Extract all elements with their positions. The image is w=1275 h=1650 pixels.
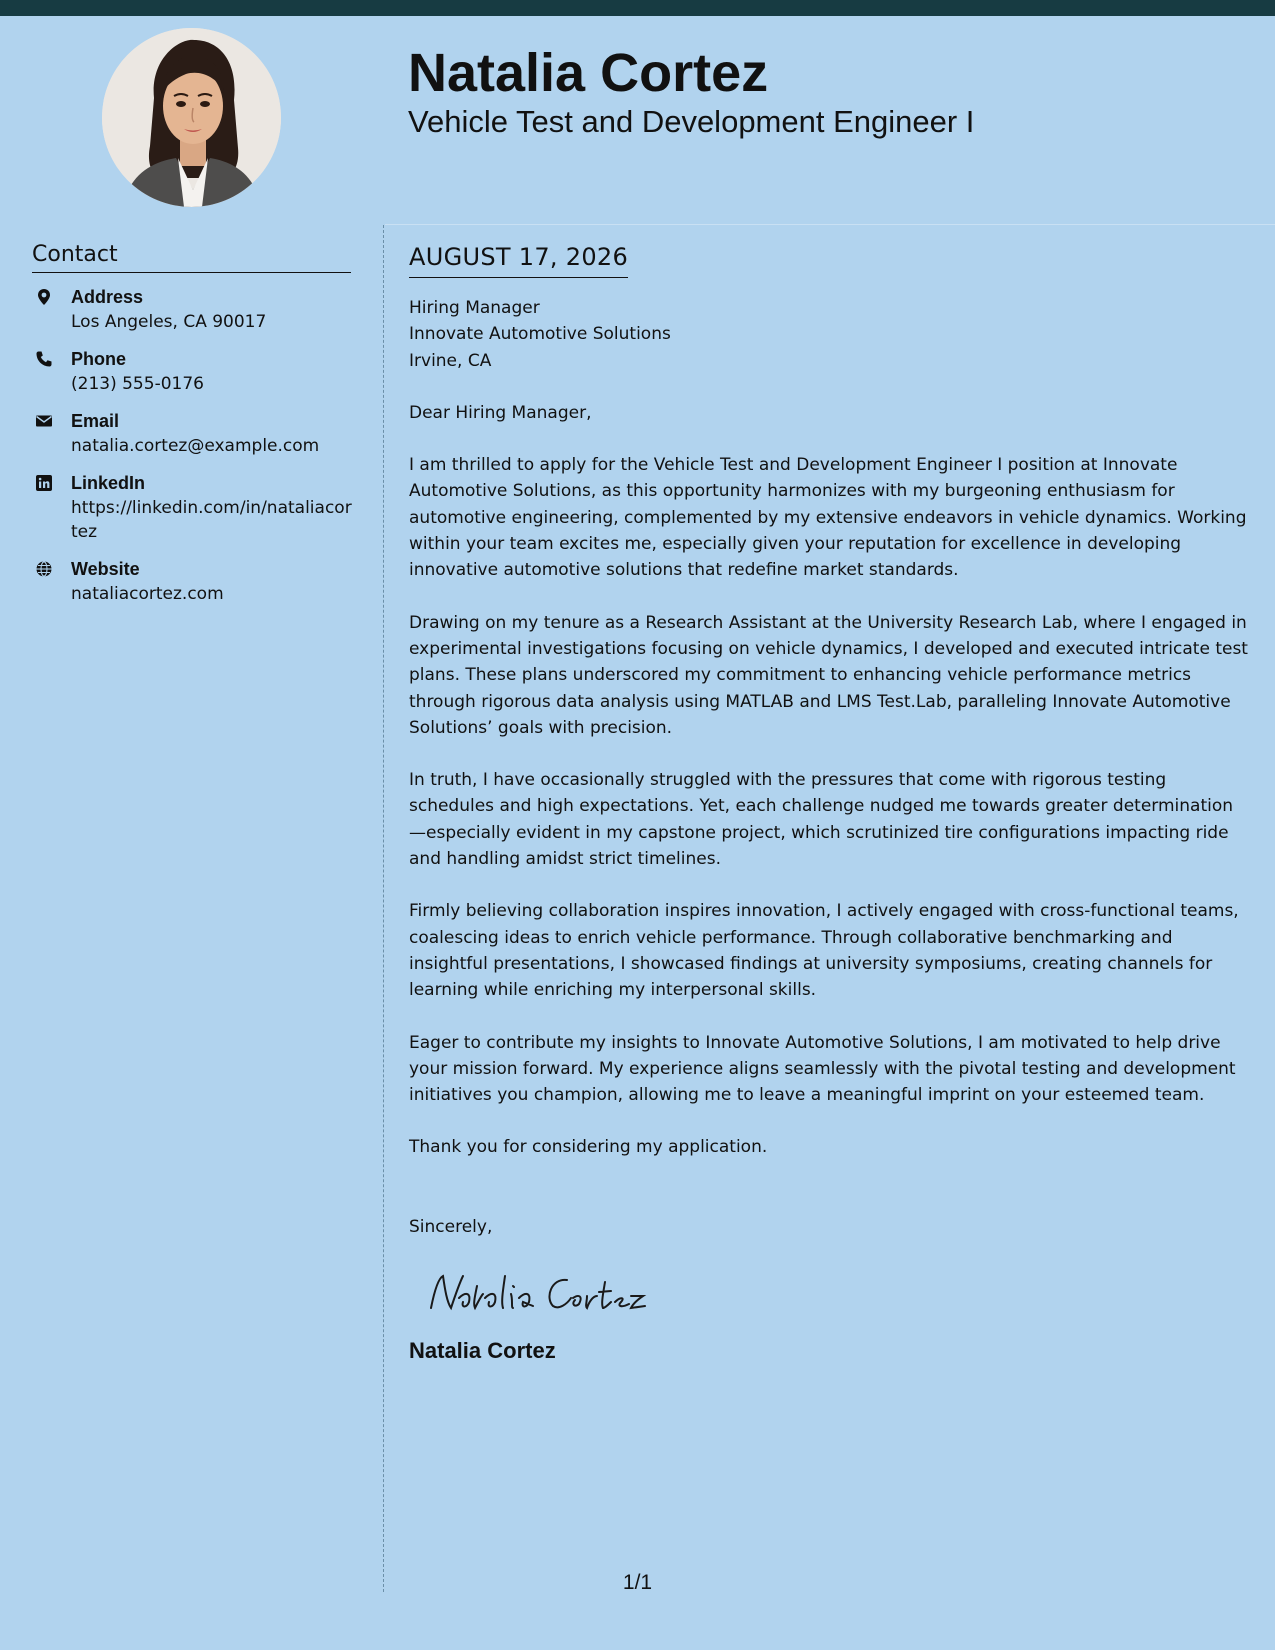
paragraph: Eager to contribute my insights to Innovate Automotive Solutions, I am motivated to help drive your mission forward. My experience aligns seamlessly with the pivotal testing and development initiatives you champion, allowing me to leave a meaningful imprint on your esteemed team. [409,1032,1236,1106]
website-value[interactable]: nataliacortez.com [71,584,224,604]
letter-date: AUGUST 17, 2026 [409,240,628,278]
contact-list [32,285,357,619]
profile-photo [102,28,281,207]
contact-label: Address [71,287,144,307]
contact-heading: Contact [32,240,351,273]
letter-body [409,240,1249,1366]
paragraph: Thank you for considering my application. [409,1137,768,1158]
contact-label: Phone [71,349,127,369]
paragraph: Drawing on my tenure as a Research Assistant at the University Research Lab, where I engaged in experimental investigations focusing on vehicle dynamics, I developed and executed intricate test plans. These plans underscored my commitment to enhancing vehicle performance metrics through rigorous data analysis using MATLAB and LMS Test.Lab, paralleling Innovate Automotive Solutions’ goals with precision. [409,612,1248,738]
linkedin-icon [35,474,53,492]
map-pin-icon [35,288,53,306]
envelope-icon [35,412,53,430]
linkedin-value[interactable]: https://linkedin.com/in/nataliacortez [71,498,352,542]
paragraph: In truth, I have occasionally struggled with the pressures that come with rigorous testing schedules and high expectations. Yet, each challenge nudged me towards greater determination—especially evident in my capstone project, which scrutinized tire configurations impacting ride and handling amidst strict timelines. [409,770,1234,870]
candidate-name: Natalia Cortez [408,43,769,103]
contact-item-phone [32,347,357,396]
top-accent-bar [0,0,1275,16]
contact-item-address [32,285,357,334]
column-divider [383,225,384,1592]
globe-icon [35,560,53,578]
address-value: Los Angeles, CA 90017 [71,312,267,332]
contact-item-website [32,557,357,606]
header-divider [385,224,1275,225]
recipient-line: Irvine, CA [409,350,492,371]
handwritten-signature [425,1258,1249,1330]
signed-name: Natalia Cortez [409,1338,556,1364]
contact-label: Email [71,411,120,431]
phone-icon [35,350,53,368]
contact-label: LinkedIn [71,473,146,493]
email-value: natalia.cortez@example.com [71,436,320,456]
contact-item-linkedin [32,471,357,544]
recipient-block [409,295,1249,374]
contact-item-email [32,409,357,458]
paragraph: Firmly believing collaboration inspires innovation, I actively engaged with cross-functional teams, coalescing ideas to enrich vehicle performance. Through collaborative benchmarking and insightful presentations, I showcased findings at university symposiums, creating channels for learning while enriching my interpersonal skills. [409,901,1239,1001]
page-number: 1/1 [622,1571,653,1594]
contact-label: Website [71,559,140,579]
recipient-line: Innovate Automotive Solutions [409,324,671,345]
salutation: Dear Hiring Manager, [409,402,592,423]
closing: Sincerely, [409,1216,493,1237]
recipient-line: Hiring Manager [409,298,540,318]
phone-value: (213) 555-0176 [71,374,204,394]
paragraph: I am thrilled to apply for the Vehicle Test and Development Engineer I position at Innovate Automotive Solutions, as this opportunity harmonizes with my burgeoning enthusiasm for automotive engineering, complemented by my extensive endeavors in vehicle dynamics. Working within your team excites me, especially given your reputation for excellence in developing innovative automotive solutions that redefine market standards. [409,455,1247,581]
job-title: Vehicle Test and Development Engineer I [408,104,975,139]
